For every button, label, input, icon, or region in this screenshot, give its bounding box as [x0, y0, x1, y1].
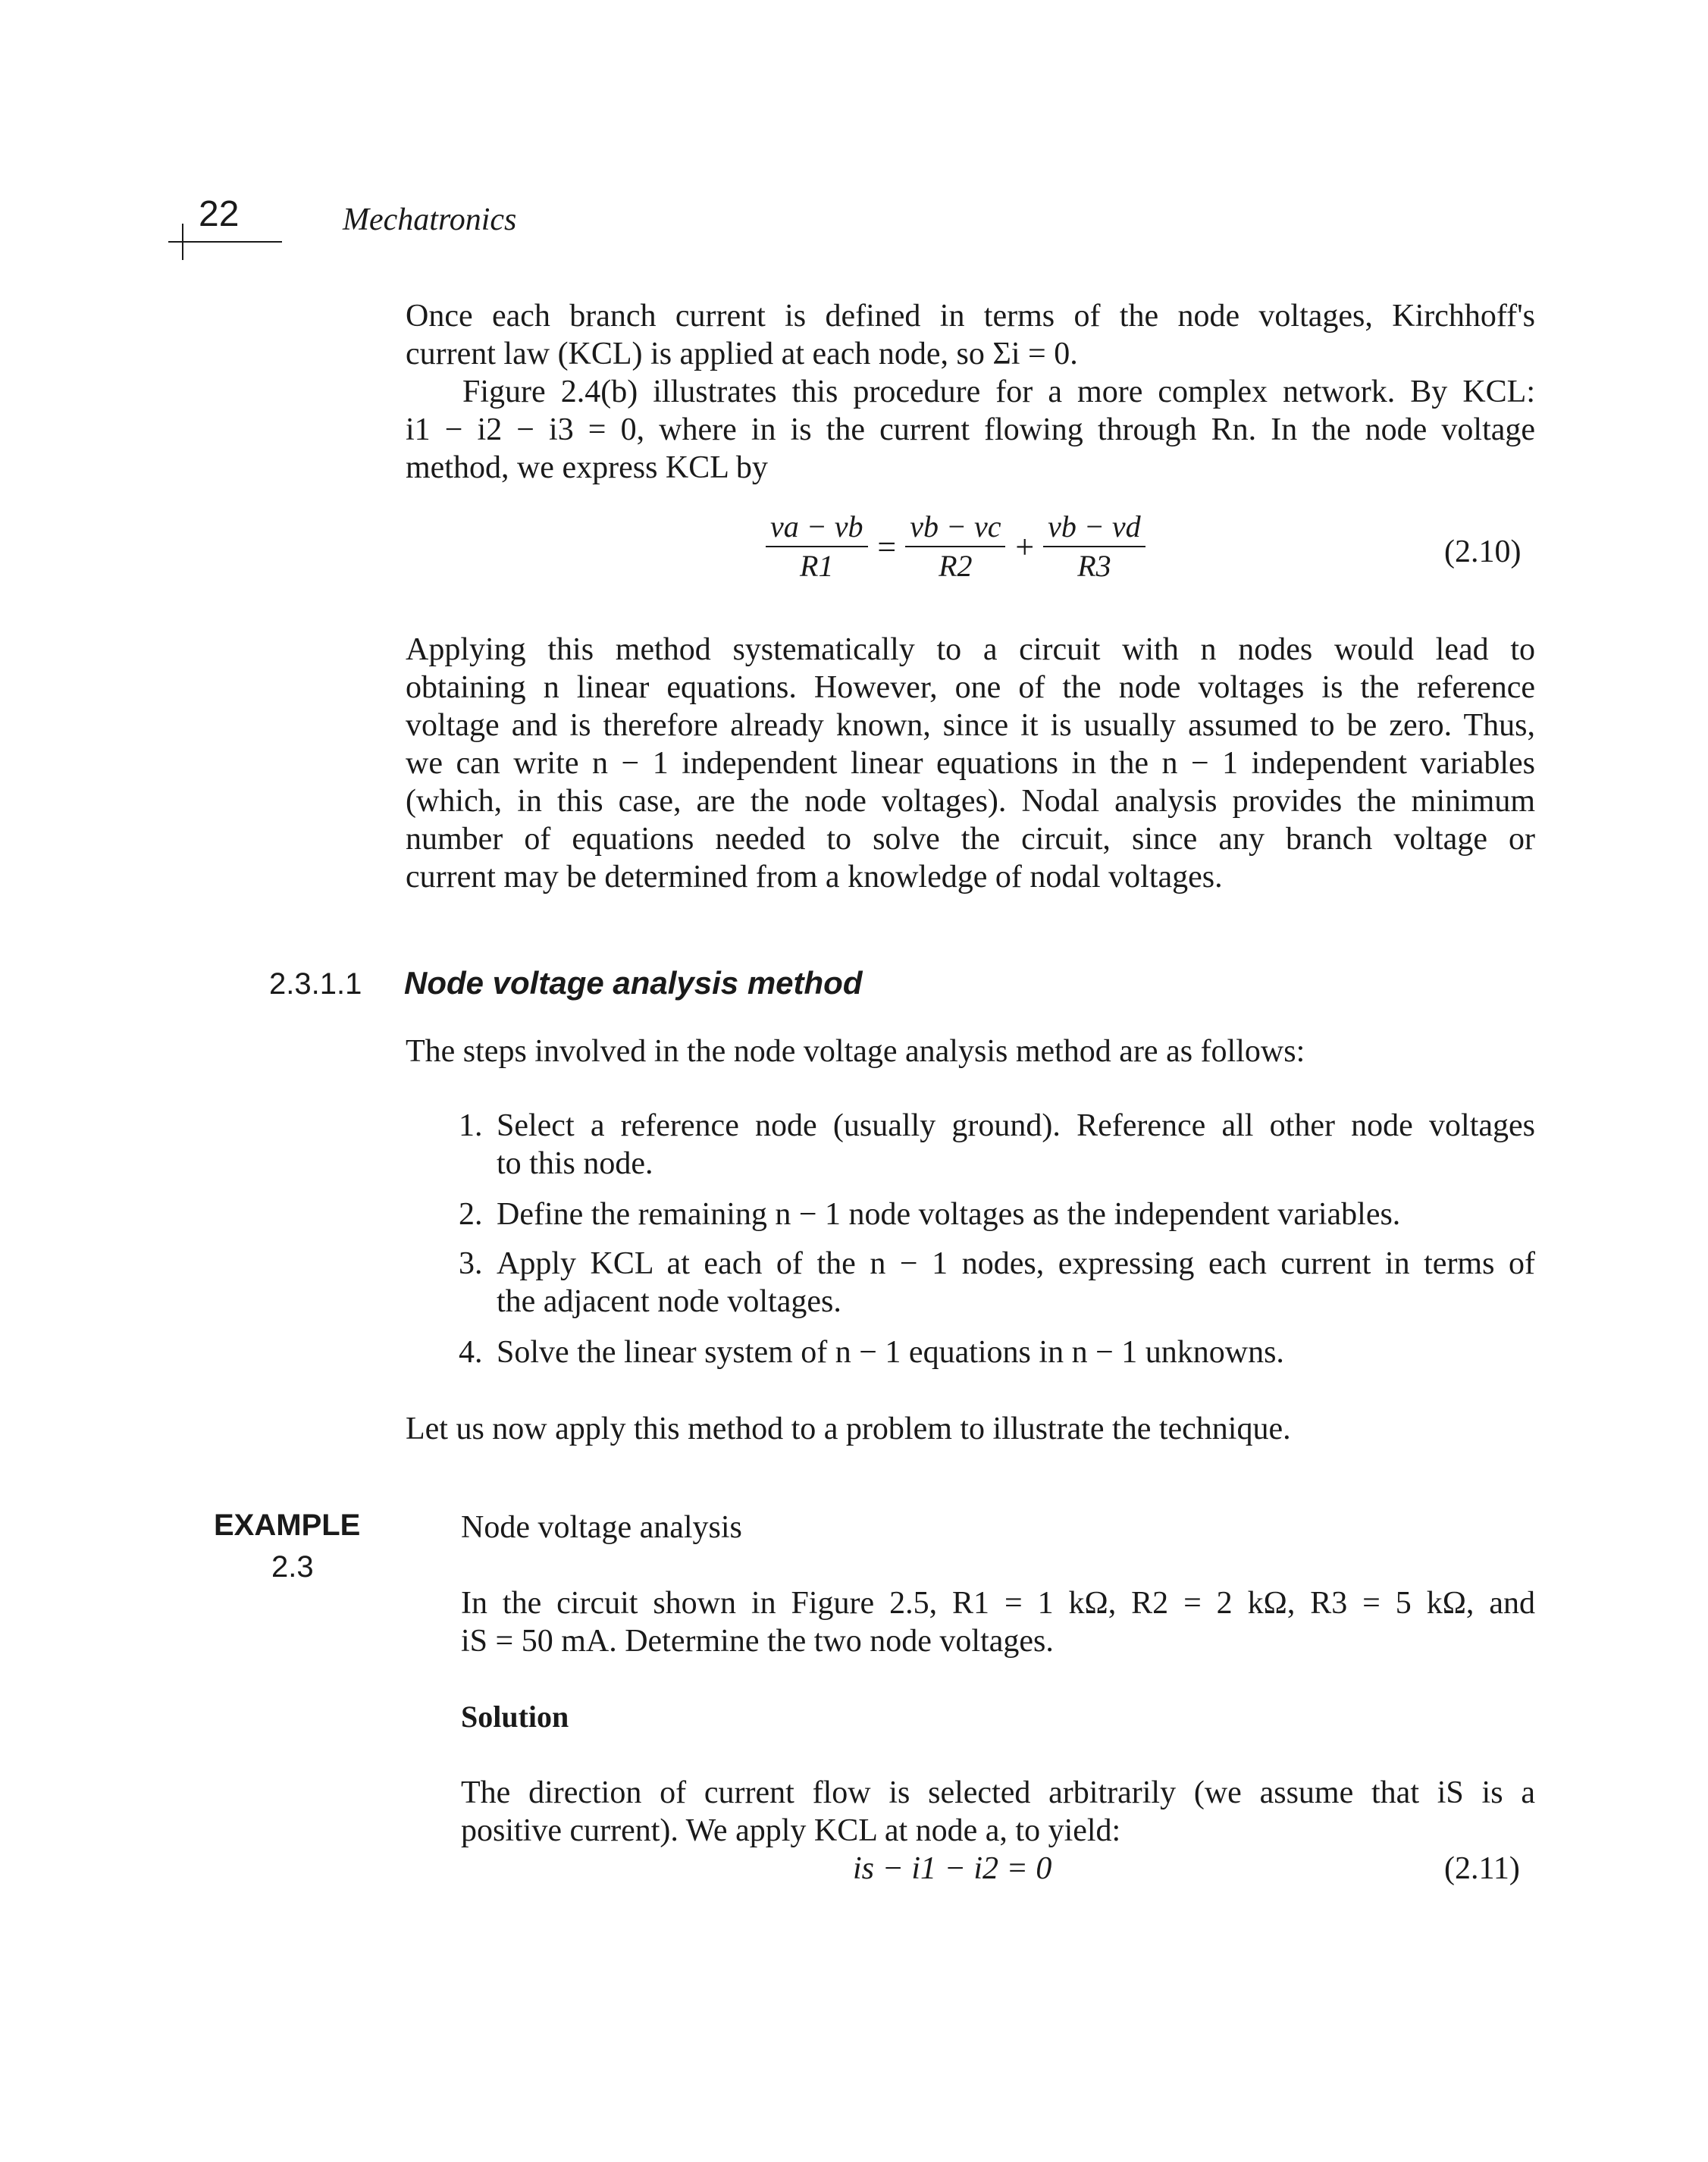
- list-item: [459, 1333, 1535, 1371]
- section-intro: [406, 1032, 1535, 1070]
- equation-2-10: [766, 508, 1160, 599]
- text-line: method, we express KCL by: [406, 450, 768, 485]
- paragraph-nodal-analysis: [406, 631, 1535, 896]
- example-problem: [461, 1584, 1535, 1660]
- fraction-mid: $\frac{vb - vc}{R2}$: [905, 508, 1005, 585]
- section-title: Node voltage analysis method: [404, 965, 863, 1001]
- list-number: 1.: [459, 1108, 483, 1143]
- text-line: we can write n − 1 independent linear equations in the n − 1 independent variables: [406, 746, 1535, 781]
- list-item: [459, 1245, 1535, 1321]
- text-line: The direction of current flow is selected arbitrarily (we assume that iS is a: [461, 1775, 1535, 1810]
- list-text: Solve the linear system of n − 1 equations in n − 1 unknowns.: [497, 1335, 1284, 1370]
- solution-text: [461, 1774, 1535, 1850]
- list-number: 3.: [459, 1246, 483, 1281]
- example-label: EXAMPLE: [214, 1509, 361, 1542]
- text-line: [406, 411, 1535, 449]
- text-line: current law (KCL) is applied at each node, so Σi = 0.: [406, 337, 1078, 371]
- equation-2-11: is − i1 − i2 = 0: [853, 1851, 1052, 1886]
- example-number: 2.3: [271, 1550, 314, 1584]
- text-line: current may be determined from a knowledge of nodal voltages.: [406, 860, 1223, 895]
- example-title: Node voltage analysis: [461, 1510, 742, 1545]
- text-fragment: Rn. In the node voltage: [1211, 412, 1536, 447]
- closing-sentence: [406, 1410, 1535, 1448]
- text-line: number of equations needed to solve the circuit, since any branch voltage or: [406, 822, 1535, 857]
- fraction-rhs: $\frac{vb - vd}{R3}$: [1043, 508, 1145, 585]
- list-text: Define the remaining n − 1 node voltages as the independent variables.: [497, 1197, 1401, 1232]
- text-fragment: in is the current flowing through: [751, 412, 1197, 447]
- list-number: 4.: [459, 1335, 483, 1370]
- text-line: Figure 2.4(b) illustrates this procedure for a more complex network. By KCL:: [462, 374, 1535, 409]
- text-line: iS = 50 mA. Determine the two node voltages.: [461, 1624, 1054, 1659]
- equation-number: (2.11): [1444, 1851, 1520, 1886]
- text-line: The steps involved in the node voltage analysis method are as follows:: [406, 1034, 1305, 1069]
- text-line: positive current). We apply KCL at node a, to yield:: [461, 1813, 1121, 1848]
- text-line: Applying this method systematically to a circuit with n nodes would lead to: [406, 632, 1535, 667]
- paragraph-kcl: [406, 297, 1535, 373]
- list-number: 2.: [459, 1197, 483, 1232]
- equals-sign: =: [875, 528, 898, 566]
- text-line: Let us now apply this method to a problem to illustrate the technique.: [406, 1412, 1291, 1446]
- list-item: [459, 1195, 1535, 1233]
- section-number: 2.3.1.1: [269, 967, 362, 1001]
- running-title: Mechatronics: [343, 202, 517, 237]
- text-line: (which, in this case, are the node voltages). Nodal analysis provides the minimum: [406, 784, 1535, 819]
- text-line: obtaining n linear equations. However, one of the node voltages is the reference: [406, 670, 1535, 705]
- text-line: voltage and is therefore already known, since it is usually assumed to be zero. Thus,: [406, 708, 1535, 743]
- text-line: In the circuit shown in Figure 2.5, R1 = 1 kΩ, R2 = 2 kΩ, R3 = 5 kΩ, and: [461, 1586, 1535, 1621]
- header-rule: [168, 241, 282, 243]
- paragraph-figure-ref: [406, 373, 1535, 487]
- fraction-lhs: $\frac{va - vb}{R1}$: [766, 508, 868, 585]
- list-text: Select a reference node (usually ground). Reference all other node voltages to this node.: [497, 1108, 1535, 1181]
- page-number: 22: [199, 194, 240, 234]
- steps-list: [459, 1107, 1535, 1380]
- list-text: Apply KCL at each of the n − 1 nodes, expressing each current in terms of the adjacent node voltages.: [497, 1246, 1535, 1319]
- header-tick: [182, 224, 183, 260]
- solution-heading: Solution: [461, 1700, 569, 1734]
- text-fragment: i1 − i2 − i3 = 0, where: [406, 412, 737, 447]
- list-item: [459, 1107, 1535, 1183]
- equation-number: (2.10): [1444, 534, 1522, 569]
- plus-sign: +: [1013, 528, 1036, 566]
- text-line: Once each branch current is defined in terms of the node voltages, Kirchhoff's: [406, 299, 1535, 334]
